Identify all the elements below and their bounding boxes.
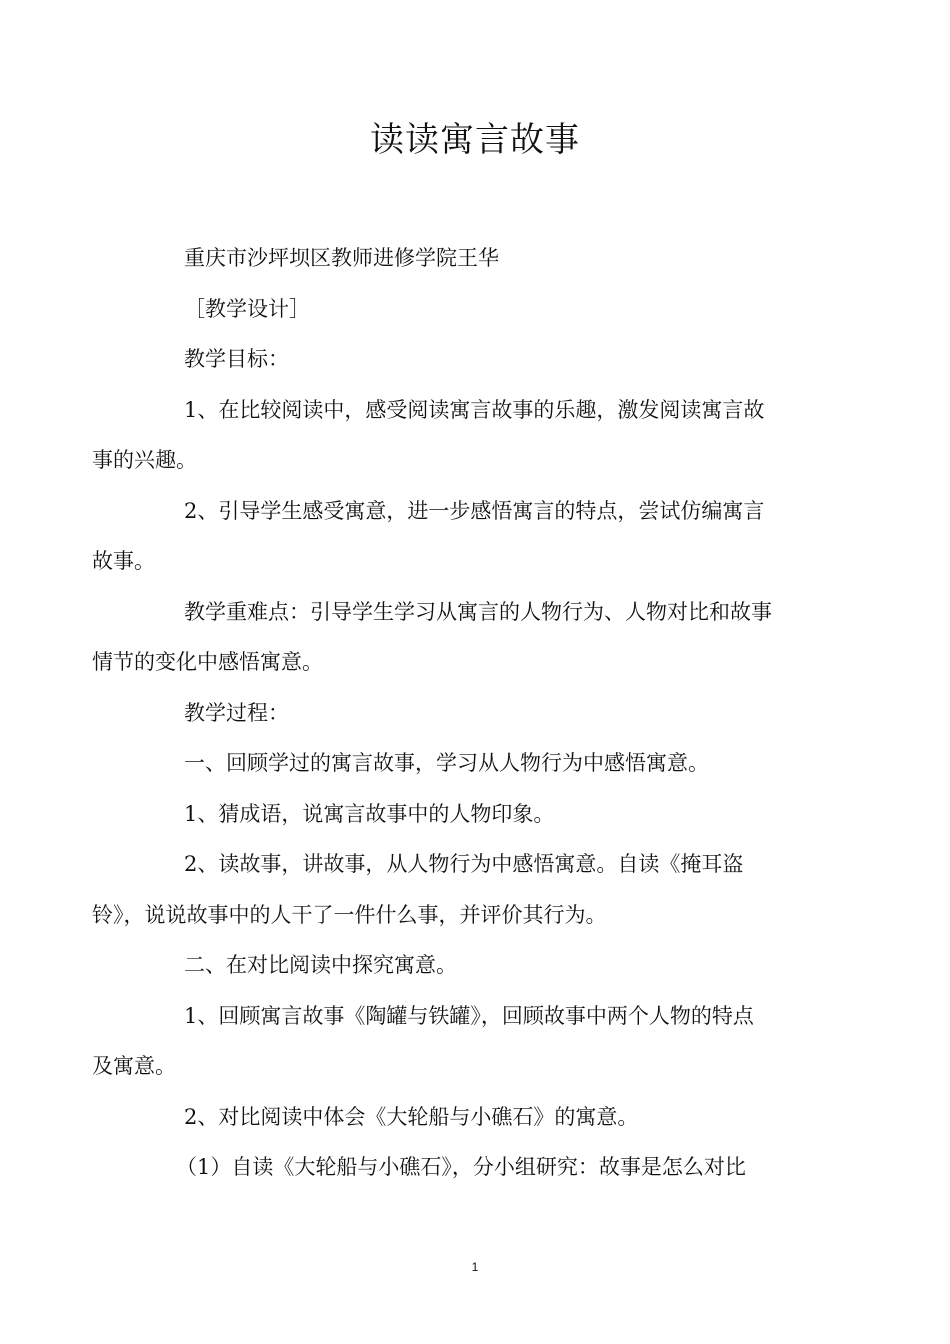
paragraph-line: 情节的变化中感悟寓意。	[92, 650, 323, 674]
paragraph-objective-2	[92, 486, 820, 587]
document-body	[92, 233, 820, 1193]
paragraph-line: 铃》，说说故事中的人干了一件什么事，并评价其行为。	[92, 902, 607, 927]
paragraph-line: 1、猜成语，说寓言故事中的人物印象。	[184, 801, 555, 826]
page-number: 1	[471, 1260, 479, 1274]
paragraph-objectives-heading	[138, 334, 820, 385]
paragraph-step-2-2-1	[138, 1142, 820, 1193]
paragraph-line: 1、回顾寓言故事《陶罐与铁罐》，回顾故事中两个人物的特点	[184, 1003, 754, 1028]
paragraph-line: 重庆市沙坪坝区教师进修学院王华	[184, 246, 499, 270]
paragraph-line: 教学过程：	[184, 700, 289, 725]
paragraph-line: 1、在比较阅读中，感受阅读寓言故事的乐趣，激发阅读寓言故	[184, 397, 765, 422]
paragraph-line: 2、引导学生感受寓意，进一步感悟寓言的特点，尝试仿编寓言	[184, 498, 765, 523]
paragraph-step-1-1	[138, 789, 820, 840]
paragraph-author	[138, 233, 820, 284]
paragraph-section-label	[138, 284, 820, 335]
paragraph-line: 教学目标：	[184, 347, 289, 371]
paragraph-line: 二、在对比阅读中探究寓意。	[184, 953, 457, 977]
paragraph-step-2-1	[92, 991, 820, 1092]
paragraph-step-1-2	[92, 839, 820, 940]
paragraph-line: 2、读故事，讲故事，从人物行为中感悟寓意。自读《掩耳盗	[184, 852, 744, 876]
paragraph-part-1	[138, 738, 820, 789]
document-title: 读读寓言故事	[370, 120, 580, 160]
paragraph-objective-1	[92, 385, 820, 486]
paragraph-line: 2、对比阅读中体会《大轮船与小礁石》的寓意。	[184, 1104, 639, 1129]
paragraph-line: ［教学设计］	[184, 296, 310, 321]
paragraph-part-2	[138, 940, 820, 991]
paragraph-line: 及寓意。	[92, 1054, 176, 1078]
paragraph-line: 事的兴趣。	[92, 448, 197, 472]
paragraph-process-heading	[138, 688, 820, 739]
paragraph-line: 故事。	[92, 549, 155, 573]
paragraph-line: 教学重难点：引导学生学习从寓言的人物行为、人物对比和故事	[184, 599, 772, 624]
paragraph-key-points	[92, 587, 820, 688]
paragraph-step-2-2	[138, 1092, 820, 1143]
paragraph-line: 一、回顾学过的寓言故事，学习从人物行为中感悟寓意。	[184, 751, 709, 775]
paragraph-line: （1）自读《大轮船与小礁石》，分小组研究：故事是怎么对比	[176, 1155, 746, 1179]
